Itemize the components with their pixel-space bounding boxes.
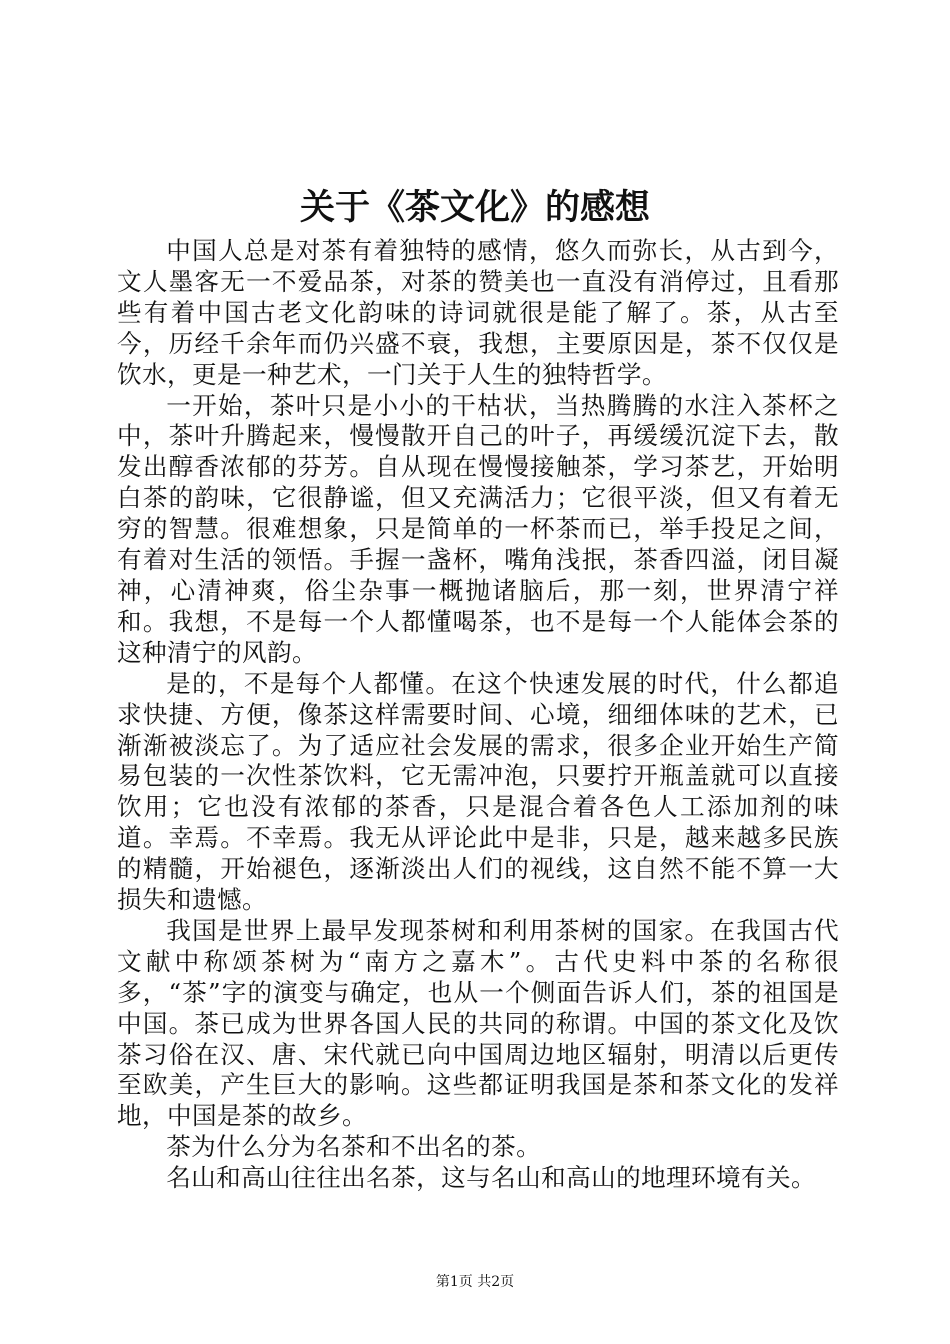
paragraph: 是的，不是每个人都懂。在这个快速发展的时代，什么都追求快捷、方便，像茶这样需要时间、心境，细细体味的艺术，已渐渐被淡忘了。为了适应社会发展的需求，很多企业开始生产简易包装的一次性茶饮料，它无需冲泡，只要拧开瓶盖就可以直接饮用；它也没有浓郁的茶香，只是混合着各色人工添加剂的味道。幸焉。不幸焉。我无从评论此中是非，只是，越来越多民族的精髓，开始褪色，逐渐淡出人们的视线，这自然不能不算一大损失和遗憾。 [117,668,839,915]
paragraph: 中国人总是对茶有着独特的感情，悠久而弥长，从古到今，文人墨客无一不爱品茶，对茶的赞美也一直没有消停过，且看那些有着中国古老文化韵味的诗词就很是能了解了。茶，从古至今，历经千余年而仍兴盛不衰，我想，主要原因是，茶不仅仅是饮水，更是一种艺术，一门关于人生的独特哲学。 [117,236,839,389]
paragraph: 一开始，茶叶只是小小的干枯状，当热腾腾的水注入茶杯之中，茶叶升腾起来，慢慢散开自己的叶子，再缓缓沉淀下去，散发出醇香浓郁的芬芳。自从现在慢慢接触茶，学习茶艺，开始明白茶的韵味，它很静谧，但又充满活力；它很平淡，但又有着无穷的智慧。很难想象，只是简单的一杯茶而已，举手投足之间，有着对生活的领悟。手握一盏杯，嘴角浅抿，茶香四溢，闭目凝神，心清神爽，俗尘杂事一概抛诸脑后，那一刻，世界清宁祥和。我想，不是每一个人都懂喝茶，也不是每一个人能体会茶的这种清宁的风韵。 [117,390,839,667]
paragraph: 我国是世界上最早发现茶树和利用茶树的国家。在我国古代文献中称颂茶树为“南方之嘉木”。古代史料中茶的名称很多，“茶”字的演变与确定，也从一个侧面告诉人们，茶的祖国是中国。茶已成为世界各国人民的共同的称谓。中国的茶文化及饮茶习俗在汉、唐、宋代就已向中国周边地区辐射，明清以后更传至欧美，产生巨大的影响。这些都证明我国是茶和茶文化的发祥地，中国是茶的故乡。 [117,915,839,1131]
document-title: 关于《茶文化》的感想 [299,187,650,228]
paragraph: 茶为什么分为名茶和不出名的茶。 [166,1132,542,1162]
document-body [117,236,839,1194]
page-footer: 第1页 共2页 [435,1274,515,1290]
paragraph: 名山和高山往往出名茶，这与名山和高山的地理环境有关。 [166,1163,817,1193]
